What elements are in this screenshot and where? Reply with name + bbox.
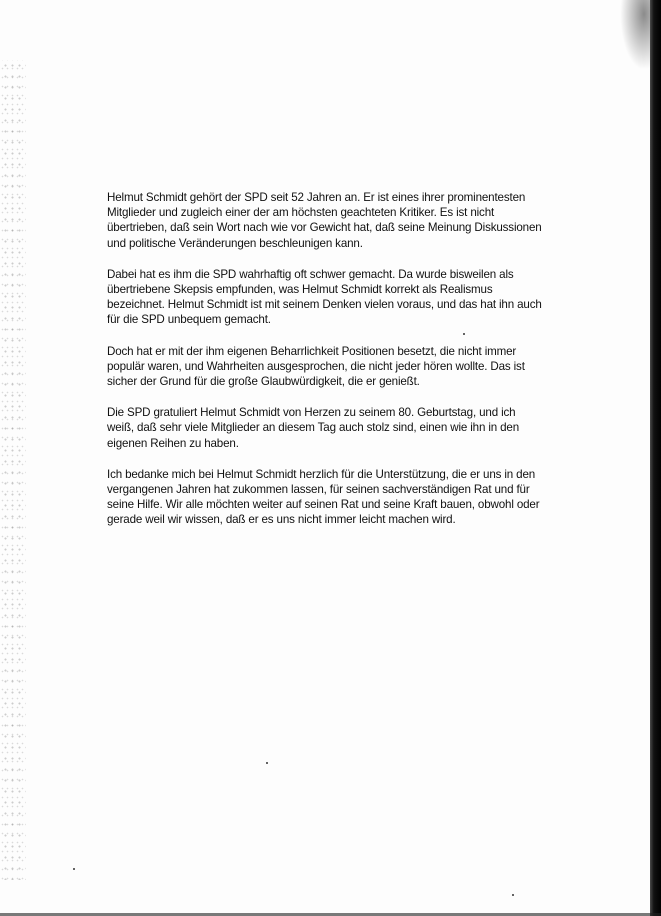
letter-body [107, 190, 542, 544]
text-line: gerade weil wir wissen, daß er es uns nicht immer leicht machen wird. [107, 513, 456, 527]
scan-speck [512, 894, 514, 896]
paragraph [107, 267, 542, 328]
text-line: eigenen Reihen zu haben. [107, 436, 239, 450]
corner-shadow [620, 0, 650, 70]
paragraph [107, 467, 539, 528]
text-line: übertrieben, daß sein Wort nach wie vor Gewicht hat, daß seine Meinung Diskussionen [107, 221, 542, 235]
scan-speck [266, 762, 268, 764]
paragraph [107, 405, 539, 451]
text-line: weiß, daß sehr viele Mitglieder an diesem Tag auch stolz sind, einen wie ihn in den [107, 421, 520, 435]
scan-speck [73, 868, 75, 870]
right-scan-edge [650, 0, 661, 916]
paragraph [107, 190, 542, 251]
text-line: Die SPD gratuliert Helmut Schmidt von Herzen zu seinem 80. Geburtstag, und ich [107, 406, 516, 420]
text-line: vergangenen Jahren hat zukommen lassen, für seinen sachverständigen Rat und für [107, 483, 530, 497]
text-line: Ich bedanke mich bei Helmut Schmidt herzlich für die Unterstützung, die er uns in den [107, 467, 536, 481]
text-line: sicher der Grund für die große Glaubwürdigkeit, die er genießt. [107, 375, 420, 389]
text-line: und politische Veränderungen beschleunigen kann. [107, 236, 363, 250]
text-line: übertriebene Skepsis empfunden, was Helmut Schmidt korrekt als Realismus [107, 283, 493, 297]
left-binding-edge [0, 60, 26, 880]
text-line: bezeichnet. Helmut Schmidt ist mit seinem Denken vielen voraus, und das hat ihn auch [107, 298, 542, 312]
text-line: seine Hilfe. Wir alle möchten weiter auf seinen Rat und seine Kraft bauen, obwohl oder [107, 498, 540, 512]
text-line: für die SPD unbequem gemacht. [107, 313, 271, 327]
text-line: Dabei hat es ihm die SPD wahrhaftig oft schwer gemacht. Da wurde bisweilen als [107, 267, 514, 281]
paragraph [107, 344, 539, 390]
text-line: populär waren, und Wahrheiten ausgesprochen, die nicht jeder hören wollte. Das ist [107, 359, 525, 373]
text-line: Doch hat er mit der ihm eigenen Beharrlichkeit Positionen besetzt, die nicht immer [107, 344, 517, 358]
text-line: Mitglieder und zugleich einer der am höchsten geachteten Kritiker. Es ist nicht [107, 206, 495, 220]
text-line: Helmut Schmidt gehört der SPD seit 52 Jahren an. Er ist eines ihrer prominentesten [107, 191, 526, 204]
